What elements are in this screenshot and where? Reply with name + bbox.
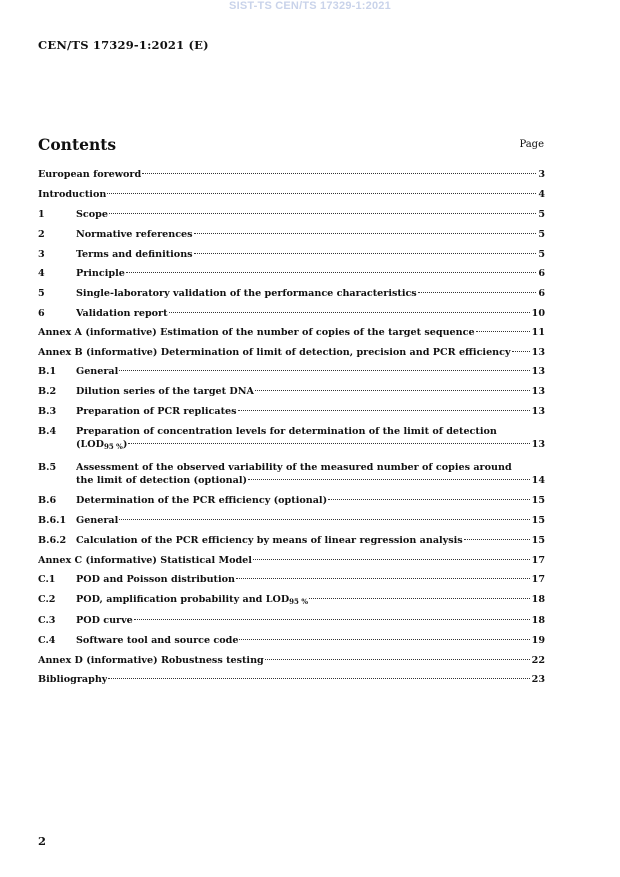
watermark: SIST-TS CEN/TS 17329-1:2021 bbox=[229, 0, 391, 12]
toc-number: B.6.1 bbox=[38, 515, 67, 526]
toc-number: B.6 bbox=[38, 495, 57, 506]
dot-leader bbox=[107, 193, 536, 194]
toc-page: 4 bbox=[538, 189, 545, 200]
toc-number: B.1 bbox=[38, 366, 57, 377]
toc-entry-annex-a[interactable] bbox=[38, 326, 545, 339]
toc-page: 13 bbox=[531, 386, 545, 397]
dot-leader bbox=[109, 213, 536, 214]
toc-title-continued: the limit of detection (optional) bbox=[76, 475, 248, 486]
dot-leader bbox=[134, 619, 530, 620]
toc-page: 13 bbox=[531, 439, 545, 450]
toc-title: POD curve bbox=[76, 615, 133, 626]
toc-title: Dilution series of the target DNA bbox=[76, 386, 254, 397]
dot-leader bbox=[418, 292, 537, 293]
toc-page: 6 bbox=[538, 288, 545, 299]
toc-number: 6 bbox=[38, 308, 45, 319]
toc-page: 22 bbox=[531, 655, 545, 666]
dot-leader bbox=[255, 390, 530, 391]
toc-page: 18 bbox=[531, 594, 545, 605]
toc-number: 2 bbox=[38, 229, 45, 240]
toc-entry-terms[interactable] bbox=[38, 248, 545, 261]
toc-page: 13 bbox=[531, 366, 545, 377]
toc-page: 13 bbox=[531, 347, 545, 358]
toc-entry-c3[interactable] bbox=[38, 614, 545, 627]
toc-page: 5 bbox=[538, 209, 545, 220]
dot-leader bbox=[253, 559, 530, 560]
toc-page: 15 bbox=[531, 495, 545, 506]
toc-title-continued: $(LOD_{95 \%})$ bbox=[76, 439, 128, 451]
toc-page: 15 bbox=[531, 535, 545, 546]
toc-number: B.2 bbox=[38, 386, 57, 397]
toc-page: 15 bbox=[531, 515, 545, 526]
toc-number: B.3 bbox=[38, 406, 57, 417]
page-number: 2 bbox=[38, 834, 47, 848]
toc-entry-principle[interactable] bbox=[38, 267, 545, 280]
toc-title: Determination of the PCR efficiency (optional) bbox=[76, 495, 328, 506]
toc-title: Assessment of the observed variability of the measured number of copies around bbox=[76, 462, 512, 473]
toc-entry-c4[interactable] bbox=[38, 634, 545, 647]
dot-leader bbox=[328, 499, 530, 500]
toc-entry-b6-2[interactable] bbox=[38, 534, 545, 547]
dot-leader bbox=[142, 173, 536, 174]
toc-entry-single-lab-validation[interactable] bbox=[38, 287, 545, 300]
document-identifier: CEN/TS 17329-1:2021 (E) bbox=[38, 38, 209, 52]
toc-page: 3 bbox=[538, 169, 545, 180]
dot-leader bbox=[236, 578, 530, 579]
toc-title: Annex A (informative) Estimation of the number of copies of the target sequence bbox=[38, 327, 475, 338]
toc-page: 19 bbox=[531, 635, 545, 646]
toc-page: 5 bbox=[538, 249, 545, 260]
dot-leader bbox=[169, 312, 530, 313]
toc-title: Terms and definitions bbox=[76, 249, 193, 260]
toc-page: 5 bbox=[538, 229, 545, 240]
dot-leader bbox=[512, 351, 530, 352]
dot-leader bbox=[464, 539, 530, 540]
toc-title: Normative references bbox=[76, 229, 193, 240]
toc-title: Calculation of the PCR efficiency by means of linear regression analysis bbox=[76, 535, 463, 546]
toc-title: Preparation of PCR replicates bbox=[76, 406, 237, 417]
toc-entry-annex-b[interactable] bbox=[38, 346, 545, 359]
toc-page: 17 bbox=[531, 555, 545, 566]
dot-leader bbox=[309, 598, 530, 599]
toc-number: 3 bbox=[38, 249, 45, 260]
toc-entry-b4[interactable] bbox=[38, 425, 545, 453]
toc-page: 23 bbox=[531, 674, 545, 685]
dot-leader bbox=[128, 443, 529, 444]
toc-title: Bibliography bbox=[38, 674, 108, 685]
toc-entry-introduction[interactable] bbox=[38, 188, 545, 201]
dot-leader bbox=[238, 410, 530, 411]
toc-title: Single-laboratory validation of the performance characteristics bbox=[76, 288, 417, 299]
toc-number: B.5 bbox=[38, 462, 57, 473]
toc-number: B.6.2 bbox=[38, 535, 67, 546]
dot-leader bbox=[119, 519, 529, 520]
toc-title: POD, amplification probability and $LOD_{95 \%}$ bbox=[76, 594, 308, 606]
toc-title: Scope bbox=[76, 209, 108, 220]
dot-leader bbox=[265, 659, 530, 660]
toc-title: Annex B (informative) Determination of limit of detection, precision and PCR efficiency bbox=[38, 347, 511, 358]
toc-page: 18 bbox=[531, 615, 545, 626]
toc-entry-b2[interactable] bbox=[38, 385, 545, 398]
dot-leader bbox=[194, 233, 537, 234]
toc-number: C.4 bbox=[38, 635, 56, 646]
dot-leader bbox=[108, 678, 529, 679]
toc-entry-validation-report[interactable] bbox=[38, 307, 545, 320]
toc-title: Preparation of concentration levels for determination of the limit of detection bbox=[76, 426, 497, 437]
toc-title: POD and Poisson distribution bbox=[76, 574, 236, 585]
toc-title: Annex C (informative) Statistical Model bbox=[38, 555, 252, 566]
toc-title: Validation report bbox=[76, 308, 168, 319]
toc-entry-b1[interactable] bbox=[38, 365, 545, 378]
toc-number: 4 bbox=[38, 268, 45, 279]
toc-title: European foreword bbox=[38, 169, 142, 180]
toc-page: 17 bbox=[531, 574, 545, 585]
toc-entry-c1[interactable] bbox=[38, 573, 545, 586]
dot-leader bbox=[194, 253, 537, 254]
toc-entry-b6[interactable] bbox=[38, 494, 545, 507]
toc-entry-b3[interactable] bbox=[38, 405, 545, 418]
toc-entry-european-foreword[interactable] bbox=[38, 168, 545, 181]
contents-heading: Contents bbox=[38, 135, 117, 154]
toc-title: Introduction bbox=[38, 189, 107, 200]
toc-number: B.4 bbox=[38, 426, 57, 437]
toc-title: General bbox=[76, 366, 119, 377]
dot-leader bbox=[248, 479, 530, 480]
toc-page: 14 bbox=[531, 475, 545, 486]
page-column-label: Page bbox=[519, 139, 544, 150]
toc-title: Annex D (informative) Robustness testing bbox=[38, 655, 264, 666]
toc-title: Software tool and source code bbox=[76, 635, 239, 646]
dot-leader bbox=[126, 272, 536, 273]
toc-entry-annex-c[interactable] bbox=[38, 554, 545, 567]
toc-entry-c2[interactable] bbox=[38, 593, 545, 608]
toc-entry-bibliography[interactable] bbox=[38, 673, 545, 686]
dot-leader bbox=[119, 370, 529, 371]
toc-page: 11 bbox=[531, 327, 545, 338]
toc-entry-annex-d[interactable] bbox=[38, 654, 545, 667]
toc-page: 10 bbox=[531, 308, 545, 319]
toc-page: 13 bbox=[531, 406, 545, 417]
toc-number: 1 bbox=[38, 209, 45, 220]
toc-number: C.2 bbox=[38, 594, 56, 605]
toc-number: C.1 bbox=[38, 574, 56, 585]
toc-entry-b5[interactable] bbox=[38, 461, 545, 487]
toc-number: 5 bbox=[38, 288, 45, 299]
toc-entry-b6-1[interactable] bbox=[38, 514, 545, 527]
toc-number: C.3 bbox=[38, 615, 56, 626]
toc-page: 6 bbox=[538, 268, 545, 279]
dot-leader bbox=[239, 639, 529, 640]
toc-title: Principle bbox=[76, 268, 125, 279]
toc-entry-normative-references[interactable] bbox=[38, 228, 545, 241]
toc-title: General bbox=[76, 515, 119, 526]
dot-leader bbox=[476, 331, 530, 332]
toc-entry-scope[interactable] bbox=[38, 208, 545, 221]
